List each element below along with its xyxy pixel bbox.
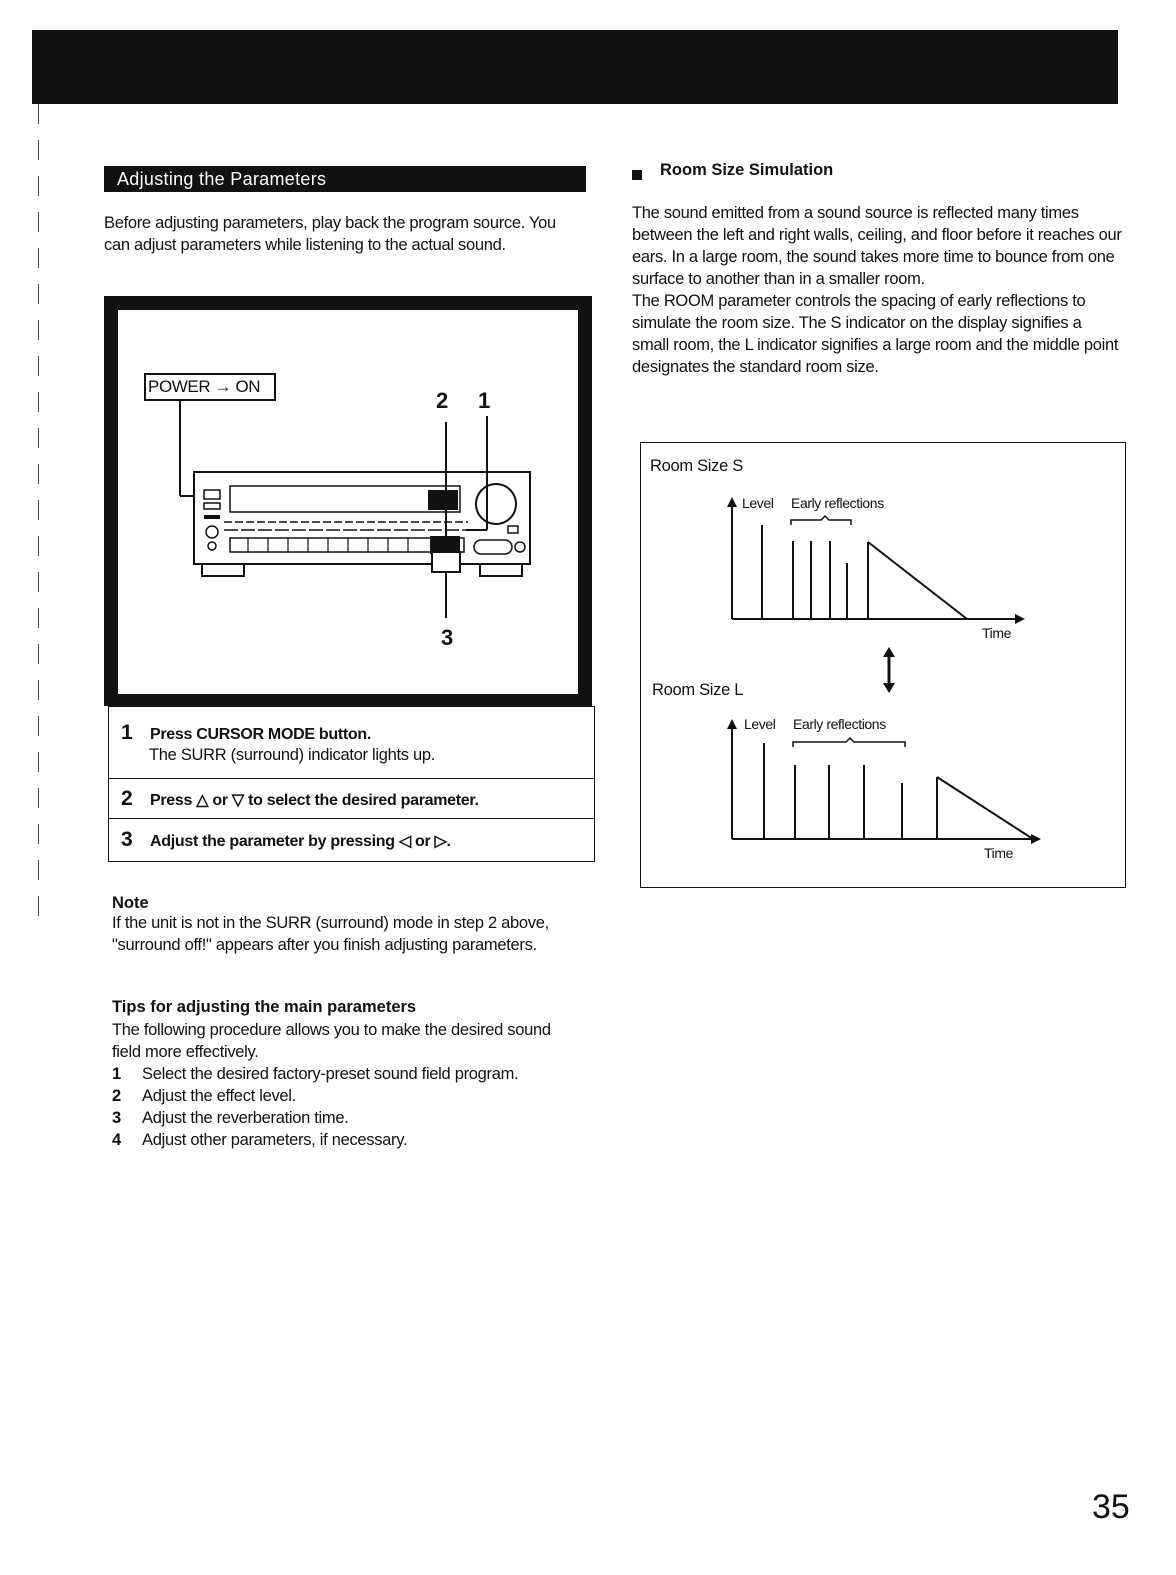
list-item-number: 4: [112, 1131, 121, 1149]
step-number: 2: [121, 787, 133, 810]
step-row: [109, 819, 594, 861]
room-size-l-label: Room Size L: [652, 681, 744, 699]
header-bar: [32, 30, 1118, 104]
time-label: Time: [984, 845, 1013, 861]
room-size-s-label: Room Size S: [650, 457, 743, 475]
list-item: [112, 1085, 592, 1107]
callout-1: 1: [478, 388, 491, 413]
step-title: Press CURSOR MODE button.: [150, 726, 371, 743]
early-reflections-label: Early reflections: [791, 495, 884, 511]
level-label: Level: [742, 495, 774, 511]
section-title: Adjusting the Parameters: [104, 166, 586, 192]
binding-margin-line: [38, 104, 39, 924]
list-item-number: 3: [112, 1109, 121, 1127]
list-item-text: Adjust other parameters, if necessary.: [142, 1131, 408, 1149]
note-text: If the unit is not in the SURR (surround) mode in step 2 above, "surround off!" appears after you finish adjusting parameters.: [112, 914, 549, 954]
list-item-text: Adjust the reverberation time.: [142, 1109, 349, 1127]
room-size-heading: Room Size Simulation: [660, 161, 834, 179]
square-bullet-icon: [632, 170, 642, 180]
tips-intro: The following procedure allows you to make the desired sound field more effectively.: [112, 1021, 551, 1061]
list-item-text: Adjust the effect level.: [142, 1087, 296, 1105]
receiver-illustration: [118, 310, 578, 694]
volume-knob: [476, 484, 516, 524]
display-window: [230, 486, 460, 512]
time-label: Time: [982, 625, 1011, 641]
right-foot: [480, 564, 522, 576]
note-heading: Note: [112, 894, 149, 912]
step-number: 1: [121, 721, 133, 744]
step-title: Press △ or ▽ to select the desired parameter.: [150, 792, 479, 809]
step-row: [109, 779, 594, 819]
early-reflections-label: Early reflections: [793, 716, 886, 732]
step-title: Adjust the parameter by pressing ◁ or ▷.: [150, 833, 451, 850]
small-room-plot: [727, 497, 1025, 624]
room-size-text: [632, 202, 1122, 378]
tips-list: [112, 1063, 592, 1151]
receiver-figure: [118, 310, 578, 694]
callout-3: 3: [441, 625, 454, 650]
button-row: [230, 538, 464, 552]
list-item-number: 1: [112, 1065, 121, 1083]
list-item-number: 2: [112, 1087, 121, 1105]
large-room-plot: [727, 719, 1041, 844]
reflection-diagrams: [641, 443, 1127, 889]
list-item: [112, 1063, 592, 1085]
level-label: Level: [744, 716, 776, 732]
room-size-paragraph-1: The sound emitted from a sound source is reflected many times between the left and right walls, ceiling, and floor before it reaches our ears. In a large room, the sound takes more time to bounce from one surface to another than in a smaller room.: [632, 204, 1122, 288]
step-description: The SURR (surround) indicator lights up.: [149, 746, 436, 764]
steps-table: [108, 706, 595, 862]
tips-heading: Tips for adjusting the main parameters: [112, 998, 417, 1016]
display-indicators: [428, 490, 458, 510]
room-size-paragraph-2: The ROOM parameter controls the spacing of early reflections to simulate the room size. The S indicator on the display signifies a small room, the L indicator signifies a large room and the middle point designates the standard room size.: [632, 292, 1119, 376]
list-item-text: Select the desired factory-preset sound field program.: [142, 1065, 519, 1083]
list-item: [112, 1129, 592, 1151]
double-arrow-icon: [883, 647, 895, 693]
intro-paragraph: Before adjusting parameters, play back the program source. You can adjust parameters while listening to the actual sound.: [104, 214, 556, 254]
left-foot: [202, 564, 244, 576]
step-number: 3: [121, 828, 133, 851]
room-size-diagram: [640, 442, 1126, 888]
list-item: [112, 1107, 592, 1129]
power-on-label: POWER → ON: [148, 377, 261, 396]
callout-2: 2: [436, 388, 449, 413]
page-number: 35: [1092, 1488, 1130, 1526]
step-row: [109, 707, 594, 779]
